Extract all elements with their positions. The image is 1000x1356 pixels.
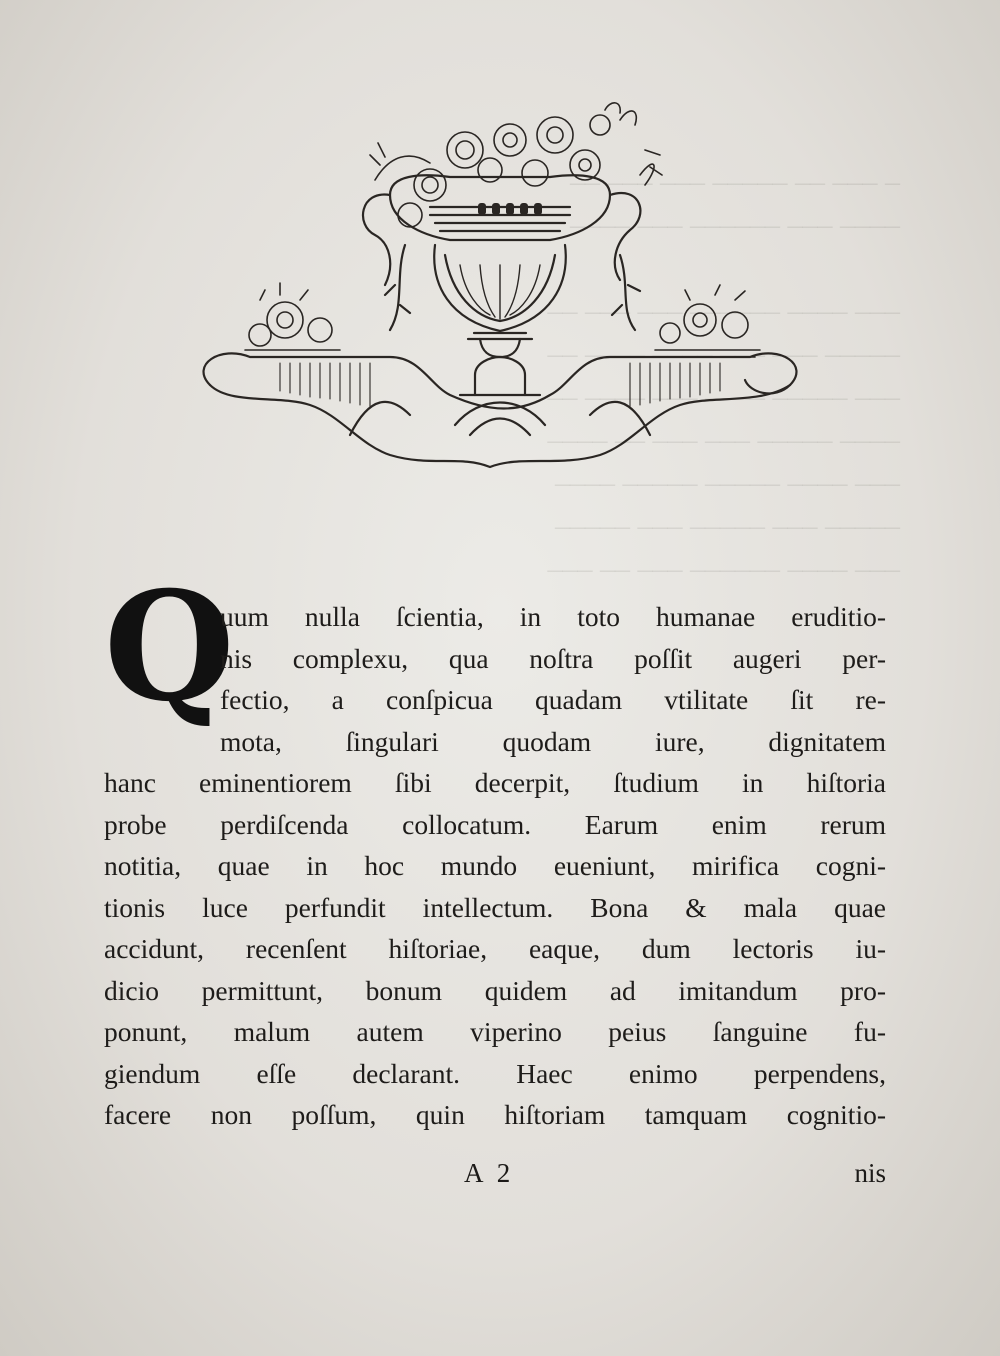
text-line: dicio permittunt, bonum quidem ad imitandum pro- bbox=[104, 974, 886, 1006]
text-line: fectio, a conſpicua quadam vtilitate ſit re- bbox=[220, 684, 886, 715]
text-line: probe perdiſcenda collocatum. Earum enim rerum bbox=[104, 808, 886, 840]
text-line: uum nulla ſcientia, in toto humanae eruditio- bbox=[220, 601, 886, 632]
body-paragraph bbox=[104, 596, 886, 1136]
text-line: mota, ſingulari quodam iure, dignitatem bbox=[220, 725, 886, 757]
text-line: facere non poſſum, quin hiſtoriam tamquam cognitio- bbox=[104, 1099, 886, 1130]
catchword: nis bbox=[854, 1158, 886, 1188]
text-line: nis complexu, qua noſtra poſſit augeri per- bbox=[220, 642, 886, 674]
page-footer bbox=[104, 1158, 886, 1198]
text-line: giendum eſſe declarant. Haec enimo perpendens, bbox=[104, 1057, 886, 1089]
text-line: accidunt, recenſent hiſtoriae, eaque, dum lectoris iu- bbox=[104, 933, 886, 964]
show-through-texture: ‒ ‒‒‒ ‒‒ ‒‒‒‒‒ ‒‒‒ ‒‒‒ ‒‒ ‒‒‒‒ ‒‒‒ ‒‒‒‒‒‒ ‒‒‒ ‒‒‒‒ ‒‒‒ ‒‒‒‒ ‒‒‒‒‒‒ ‒‒‒ ‒‒‒ ‒‒ ‒‒‒‒‒ ‒‒‒ ‒‒‒ ‒‒‒‒ ‒‒‒‒ ‒‒ ‒‒‒ ‒‒‒‒‒ ‒‒‒‒ ‒‒‒ ‒‒‒‒ ‒‒ ‒‒‒‒ ‒‒‒‒‒ ‒‒‒ ‒‒‒ ‒‒ ‒‒‒‒ ‒‒‒ ‒‒‒‒ ‒‒‒‒‒ ‒‒‒‒‒ ‒‒‒‒ ‒‒‒‒‒ ‒‒‒ ‒‒‒‒‒ ‒‒‒ ‒‒‒‒‒ ‒‒‒ ‒‒‒‒ ‒‒‒‒‒‒ ‒‒‒ ‒‒ ‒‒‒ bbox=[547, 165, 900, 585]
text-line: hanc eminentiorem ſibi decerpit, ſtudium in hiſtoria bbox=[104, 767, 886, 798]
text-line: notitia, quae in hoc mundo eueniunt, mirifica cogni- bbox=[104, 850, 886, 881]
text-line: ponunt, malum autem viperino peius ſanguine fu- bbox=[104, 1016, 886, 1047]
urn-of-flowers-vignette bbox=[190, 95, 810, 475]
signature-mark: A 2 bbox=[464, 1158, 515, 1188]
drop-cap-initial: Q bbox=[104, 559, 235, 735]
text-line: tionis luce perfundit intellectum. Bona & mala quae bbox=[104, 891, 886, 923]
